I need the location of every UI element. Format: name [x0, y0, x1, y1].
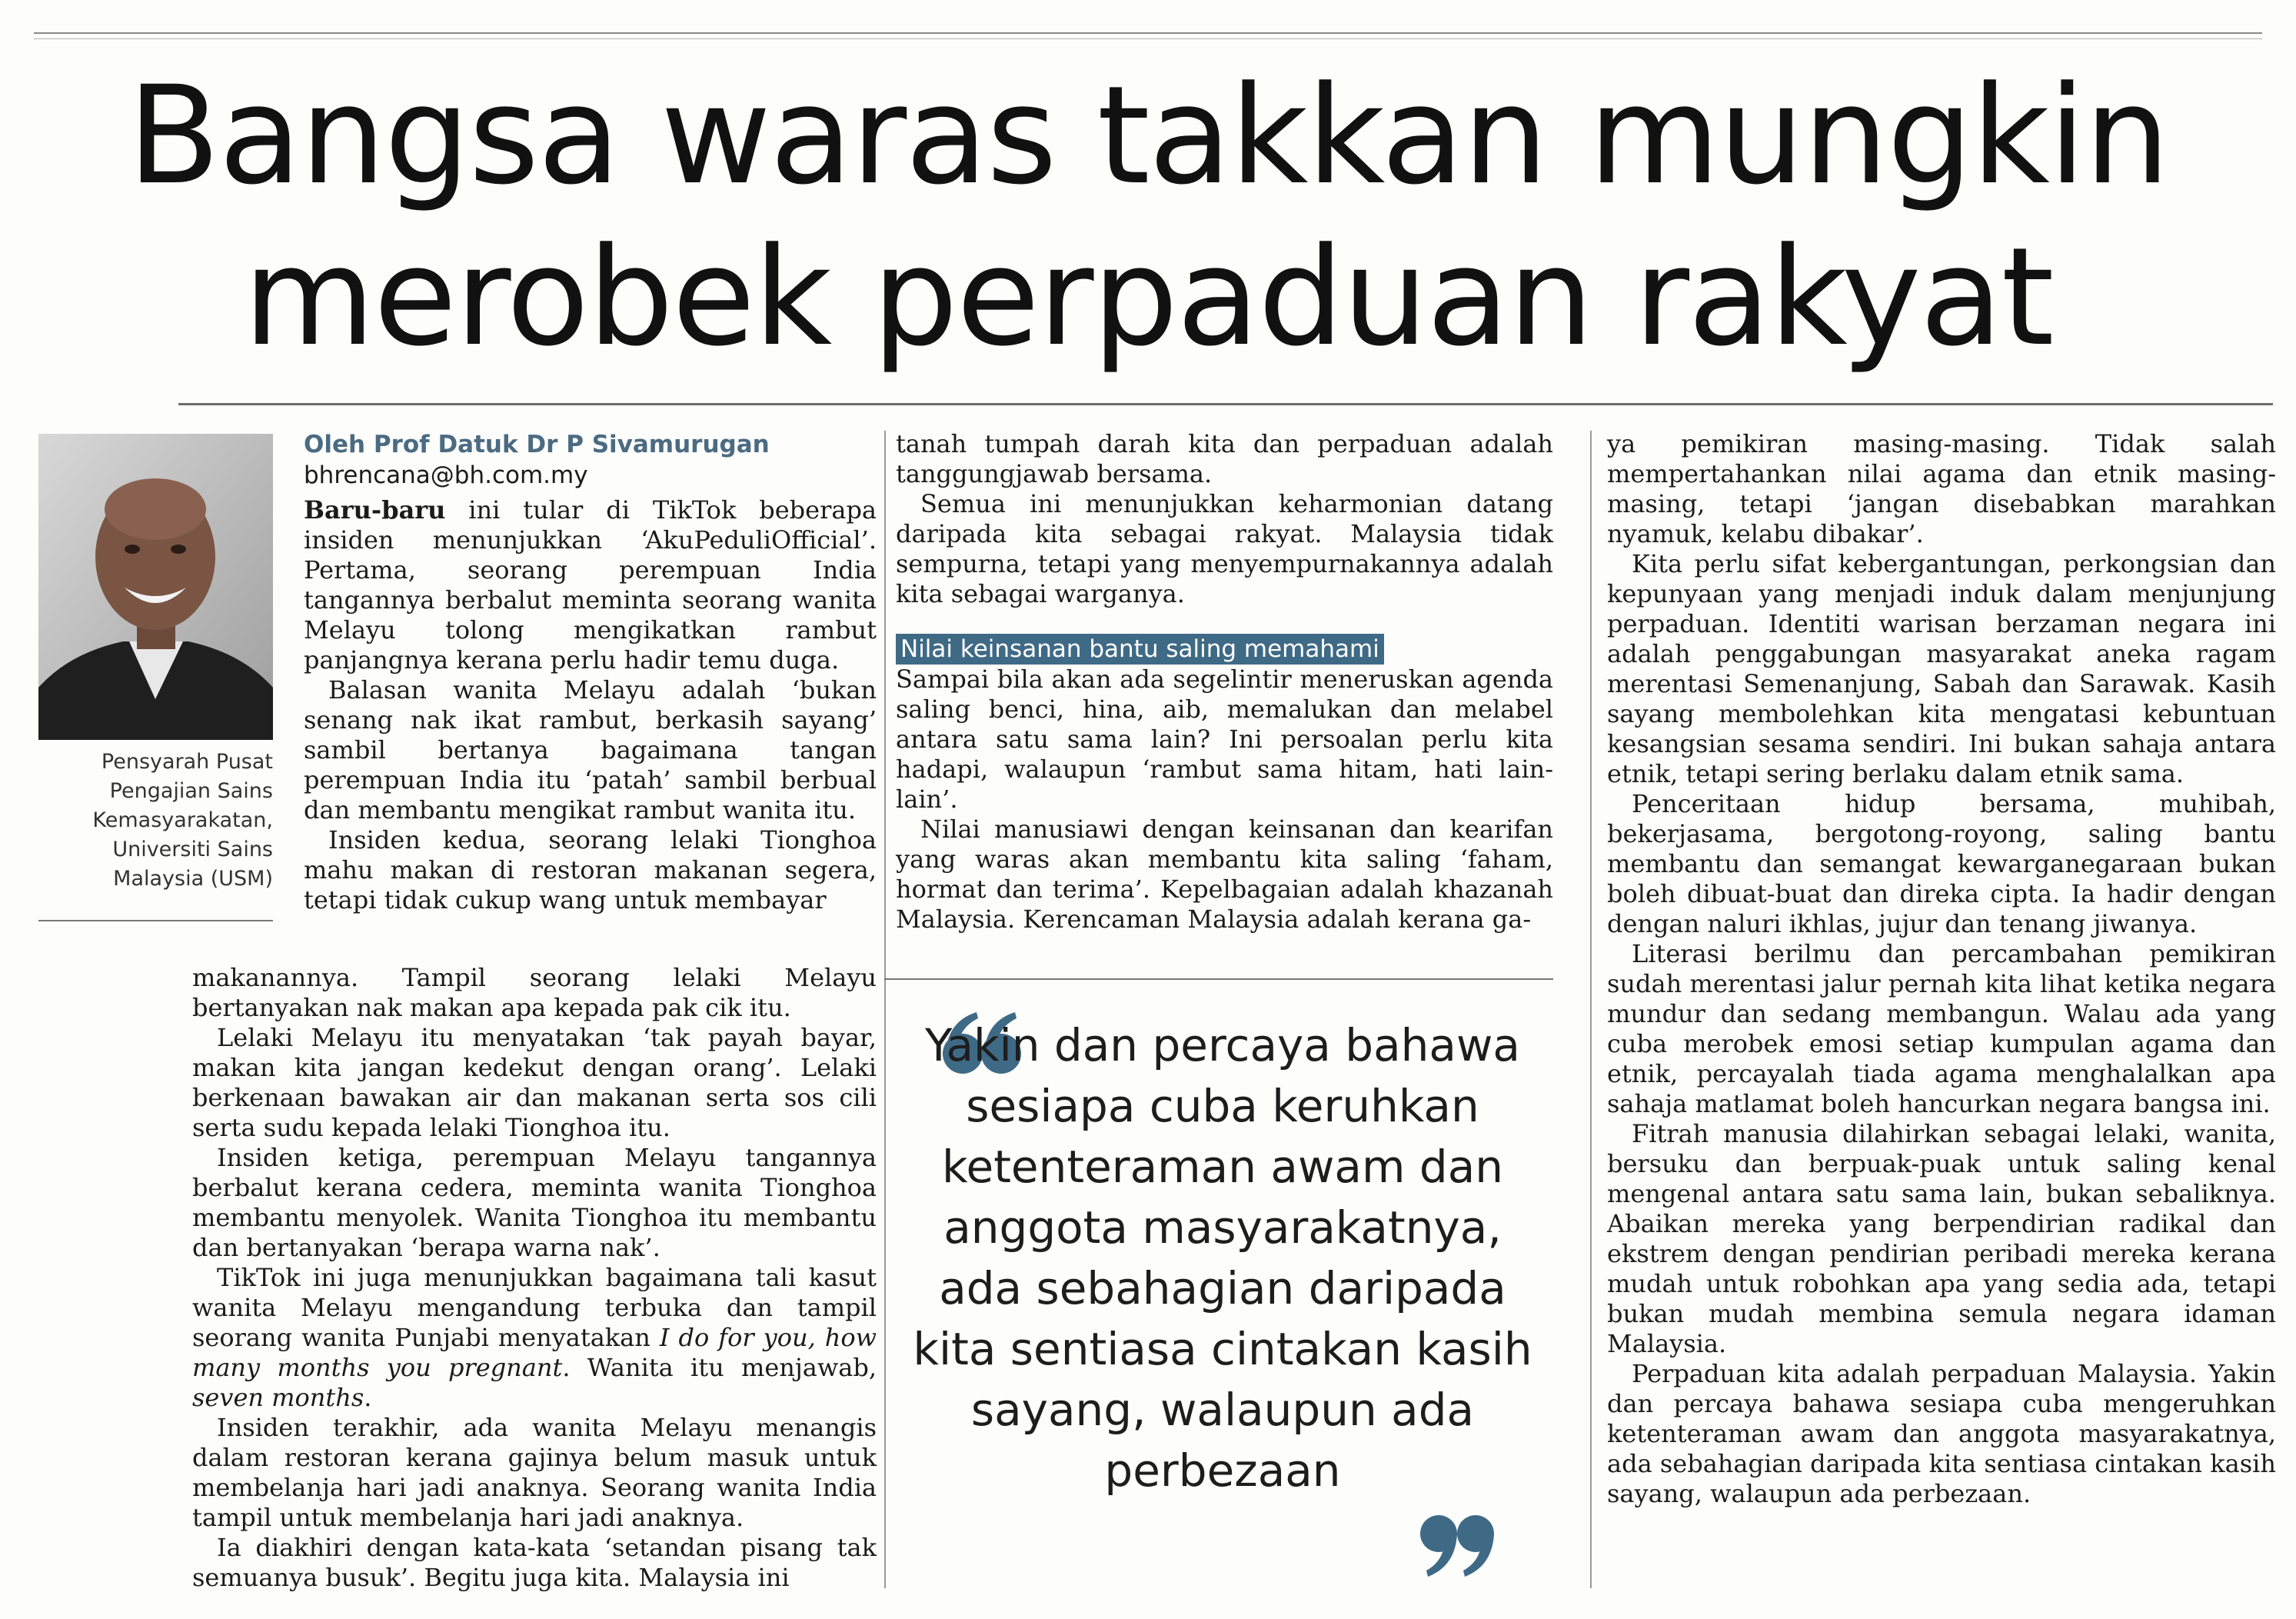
column-divider — [1590, 431, 1592, 1588]
caption-line: Pensyarah Pusat — [101, 750, 273, 774]
column-1-lower — [192, 963, 877, 1593]
caption-line: Pengajian Sains — [109, 779, 273, 803]
paragraph — [304, 495, 877, 675]
paragraph: Sampai bila akan ada segelintir meneruskan agenda saling benci, hina, aib, memalukan dan melabel antara satu sama lain? Ini persoalan perlu kita hadapi, walaupun ‘rambut sama hitam, hati lain-lain’. — [896, 665, 1553, 814]
paragraph: ya pemikiran masing-masing. Tidak salah mempertahankan nilai agama dan etnik masing-masing, tetapi ‘jangan disebabkan marahkan nyamuk, kelabu dibakar’. — [1607, 429, 2276, 548]
column-3 — [1607, 429, 2276, 1509]
paragraph: Penceritaan hidup bersama, muhibah, bekerjasama, bergotong-royong, saling bantu membantu dan semangat kewarganegaraan bukan boleh dibuat-buat dan direka cipta. Ia hadir dengan dengan naluri ikhlas, jujur dan tenang jiwanya. — [1607, 789, 2276, 938]
author-photo — [38, 434, 273, 740]
byline: Oleh Prof Datuk Dr P Sivamurugan — [304, 431, 770, 458]
paragraph: makanannya. Tampil seorang lelaki Melayu bertanyakan nak makan apa kepada pak cik itu. — [192, 963, 877, 1022]
close-quote-icon — [1419, 1506, 1496, 1583]
author-email[interactable]: bhrencana@bh.com.my — [304, 461, 588, 489]
paragraph-text: . Wanita itu menjawab, — [562, 1353, 877, 1382]
paragraph: Insiden ketiga, perempuan Melayu tangannya berbalut kerana cedera, meminta wanita Tionghoa membantu menyolek. Wanita Tionghoa itu membantu dan bertanyakan ‘berapa warna nak’. — [192, 1143, 877, 1262]
headline-line-1: Bangsa waras takkan mungkin — [127, 57, 2169, 215]
headline-line-2: merobek perpaduan rakyat — [243, 218, 2053, 376]
paragraph: tanah tumpah darah kita dan perpaduan adalah tanggungjawab bersama. — [896, 429, 1553, 488]
paragraph: Balasan wanita Melayu adalah ‘bukan senang nak ikat rambut, berkasih sayang’ sambil bertanya bagaimana tangan perempuan India itu ‘patah’ sambil berbual dan membantu mengikat rambut wanita itu. — [304, 675, 877, 824]
paragraph — [192, 1263, 877, 1413]
paragraph: Perpaduan kita adalah perpaduan Malaysia. Yakin dan percaya bahawa sesiapa cuba mengeruhkan ketenteraman awam dan anggota masyarakatnya, ada sebahagian daripada kita sentiasa cintakan kasih sayang, walaupun ada perbezaan. — [1607, 1359, 2276, 1508]
paragraph-text: TikTok ini juga menunjukkan bagaimana tali kasut wanita Melayu mengandung terbuka dan tampil seorang wanita Punjabi menyatakan — [192, 1263, 877, 1352]
pullquote: Yakin dan percaya bahawa sesiapa cuba keruhkan ketenteraman awam dan anggota masyarakatnya, ada sebahagian daripada kita sentiasa cintakan kasih sayang, walaupun ada perbezaan — [913, 1019, 1532, 1497]
column-1-upper — [304, 429, 877, 915]
top-rule — [34, 32, 2262, 34]
article-top-rule — [178, 403, 2273, 405]
caption-line: Kemasyarakatan, — [92, 808, 273, 832]
paragraph: Semua ini menunjukkan keharmonian datang daripada kita sebagai rakyat. Malaysia tidak sempurna, tetapi yang menyempurnakannya adalah kita sebagai warganya. — [896, 489, 1553, 608]
paragraph: Ia diakhiri dengan kata-kata ‘setandan pisang tak semuanya busuk’. Begitu juga kita. Malaysia ini — [192, 1533, 877, 1592]
photo-caption — [38, 748, 273, 894]
paragraph: Nilai manusiawi dengan keinsanan dan kearifan yang waras akan membantu kita saling ‘faham, hormat dan terima’. Kepelbagaian adalah khazanah Malaysia. Kerencaman Malaysia adalah kerana ga- — [896, 814, 1553, 934]
top-rule-thin — [34, 38, 2262, 39]
paragraph: Literasi berilmu dan percambahan pemikiran sudah merentasi jalur pernah kita lihat ketika negara mundur dan sedang membangun. Walau ada yang cuba merobek emosi setiap kumpulan agama dan etnik, percayalah tiada agama menghalalkan apa sahaja matlamat boleh hancurkan negara bangsa ini. — [1607, 939, 2276, 1118]
paragraph: Insiden kedua, seorang lelaki Tionghoa mahu makan di restoran makanan segera, tetapi tidak cukup wang untuk membayar — [304, 825, 877, 914]
paragraph-text: . — [364, 1383, 372, 1412]
column-divider — [884, 431, 886, 1588]
caption-rule — [38, 920, 273, 921]
portrait-image — [38, 434, 273, 740]
subheading: Nilai keinsanan bantu saling memahami — [896, 634, 1384, 665]
italic-quote: seven months — [192, 1383, 364, 1412]
paragraph: Insiden terakhir, ada wanita Melayu menangis dalam restoran kerana gajinya belum masuk untuk membelanja hari jadi anaknya. Seorang wanita India tampil untuk membelanja hari jadi anaknya. — [192, 1413, 877, 1532]
paragraph: Lelaki Melayu itu menyatakan ‘tak payah bayar, makan kita jangan kedekut dengan orang’. Lelaki berkenaan bawakan air dan makanan serta sos cili serta sudu kepada lelaki Tionghoa itu. — [192, 1023, 877, 1142]
headline — [0, 55, 2296, 378]
caption-line: Malaysia (USM) — [113, 867, 273, 891]
italic-quote: I do for you, how many months you pregnant — [192, 1323, 877, 1382]
caption-line: Universiti Sains — [112, 838, 273, 861]
paragraph: Kita perlu sifat kebergantungan, perkongsian dan kepunyaan yang menjadi induk dalam menjunjung perpaduan. Identiti warisan berzaman negara ini adalah penggabungan masyarakat aneka ragam merentasi Semenanjung, Sabah dan Sarawak. Kasih sayang membolehkan kita mengatasi kebuntuan kesangsian sesama sendiri. Ini bukan sahaja antara etnik, tetapi sering berlaku dalam etnik sama. — [1607, 549, 2276, 788]
lead-word: Baru-baru — [304, 495, 446, 525]
paragraph-text: ini tular di TikTok beberapa insiden menunjukkan ‘AkuPeduliOfficial’. Pertama, seorang perempuan India tangannya berbalut meminta seorang wanita Melayu tolong mengikatkan rambut panjangnya kerana perlu hadir temu duga. — [304, 495, 877, 675]
pullquote-rule — [884, 978, 1553, 980]
column-2 — [896, 429, 1553, 934]
paragraph: Fitrah manusia dilahirkan sebagai lelaki, wanita, bersuku dan berpuak-puak untuk saling kenal mengenal antara satu sama lain, bukan sebaliknya. Abaikan mereka yang berpendirian radikal dan ekstrem dengan pendirian peribadi mereka kerana mudah untuk robohkan apa yang sedia ada, tetapi bukan mudah membina semula negara idaman Malaysia. — [1607, 1119, 2276, 1358]
